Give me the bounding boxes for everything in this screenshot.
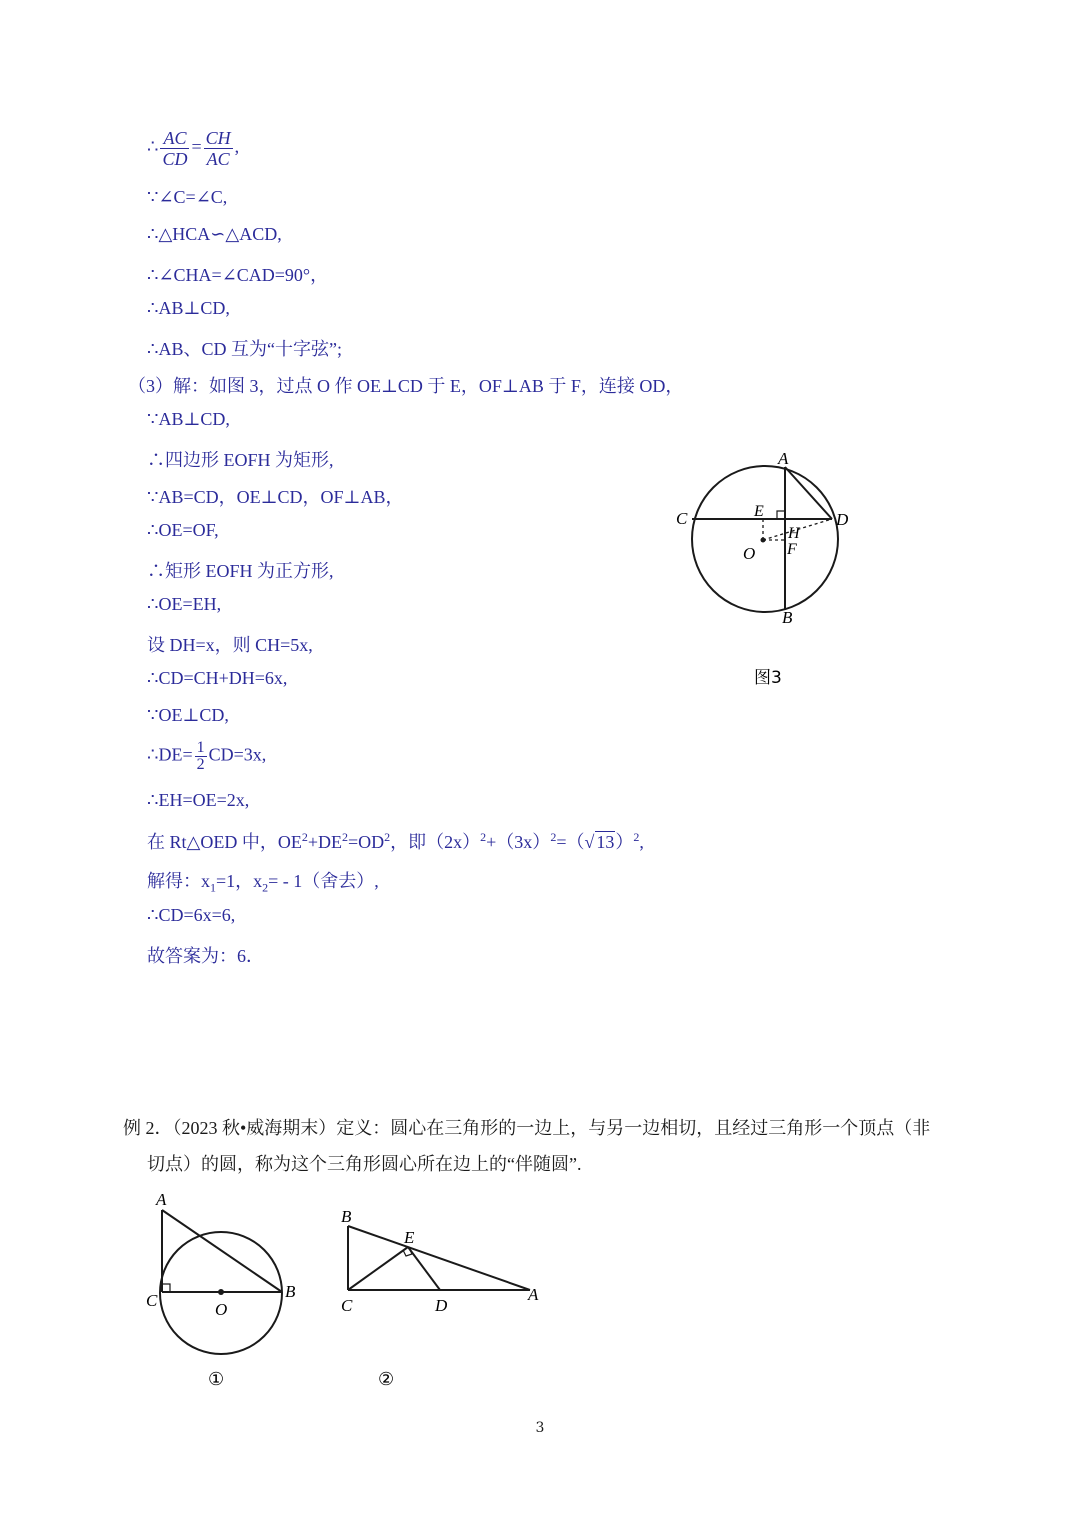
fraction-numerator: AC (160, 128, 189, 149)
text-segment: +（3x） (486, 832, 551, 852)
superscript: 2 (550, 830, 557, 844)
fraction-denominator: 2 (196, 756, 205, 773)
superscript: 2 (301, 830, 308, 844)
label-d: D (435, 1296, 448, 1315)
equation-line-19 (147, 828, 644, 854)
comma: , (234, 136, 240, 157)
figure-2-diagram (330, 1200, 560, 1395)
label-b: B (782, 608, 793, 627)
equation-line-5: ∴AB⊥CD, (147, 298, 230, 318)
equation-line-6: ∴AB、CD 互为“十字弦”; (147, 339, 342, 359)
figure-1-caption: ① (208, 1369, 225, 1389)
text-segment: ∴DE= (147, 744, 193, 765)
equation-line-1 (147, 128, 239, 169)
label-b: B (341, 1207, 352, 1226)
example-2-line-2: 切点）的圆，称为这个三角形圆心所在边上的“伴随圆”. (147, 1154, 582, 1174)
text-segment: 解得：x (147, 871, 210, 891)
equation-line-13: ∴OE=EH, (147, 594, 222, 614)
text-segment: =1，x (216, 871, 263, 891)
radicand: 13 (596, 832, 615, 852)
figure-2-caption: ② (378, 1369, 395, 1389)
label-a: A (156, 1190, 167, 1209)
label-a: A (528, 1285, 539, 1304)
equation-line-4: ∴∠CHA=∠CAD=90°， (147, 265, 329, 285)
equation-line-10: ∵AB=CD，OE⊥CD，OF⊥AB， (147, 487, 404, 507)
text-segment: 在 Rt△OED 中，OE (147, 832, 302, 852)
center-point (218, 1289, 224, 1295)
therefore-symbol: ∴ (147, 136, 159, 157)
fraction-denominator: CD (162, 149, 188, 169)
equation-line-21: ∴CD=6x=6, (147, 905, 236, 925)
center-point (761, 538, 766, 543)
text-segment: =OD (348, 832, 385, 852)
fraction-denominator: AC (206, 149, 230, 169)
label-o: O (215, 1300, 228, 1319)
figure-3-caption: 图3 (754, 668, 782, 688)
figure-1-diagram (140, 1185, 330, 1395)
label-b: B (285, 1282, 296, 1301)
equation-line-18: ∴EH=OE=2x, (147, 790, 250, 810)
equation-line-17 (147, 740, 266, 773)
equation-line-9: ∴四边形 EOFH 为矩形, (147, 450, 334, 470)
page-number: 3 (535, 1420, 545, 1436)
fraction-numerator: CH (205, 128, 231, 148)
equals-sign: = (191, 136, 202, 157)
superscript: 2 (384, 830, 391, 844)
equation-line-2: ∵∠C=∠C, (147, 187, 228, 207)
subscript: 1 (210, 880, 216, 895)
fraction-numerator: 1 (196, 739, 205, 756)
equation-line-14: 设 DH=x，则 CH=5x, (147, 635, 313, 655)
example-2-text (123, 1110, 983, 1182)
label-d: D (836, 510, 849, 529)
example-2-line-1: 例 2．（2023 秋•威海期末）定义：圆心在三角形的一边上，与另一边相切，且经过三角形一个顶点（非 (123, 1118, 931, 1138)
side-ba (348, 1226, 530, 1290)
equation-line-20 (147, 867, 379, 896)
superscript: 2 (342, 830, 348, 844)
text-segment: =（√ (556, 832, 595, 852)
subscript: 2 (262, 880, 269, 895)
equation-line-16: ∵OE⊥CD, (147, 705, 229, 725)
label-e: E (404, 1228, 415, 1247)
equation-line-3: ∴△HCA∽△ACD, (147, 224, 282, 244)
text-segment: = - 1（舍去）, (268, 871, 379, 891)
label-c: C (341, 1296, 353, 1315)
text-segment: ） (615, 832, 634, 852)
label-o: O (743, 544, 756, 563)
equation-line-12: ∴矩形 EOFH 为正方形, (147, 561, 334, 581)
text-segment: +DE (307, 832, 342, 852)
fraction-ac-cd (160, 128, 189, 169)
right-angle-mark (777, 511, 785, 519)
segment-ce (348, 1247, 408, 1290)
segment-ad (785, 467, 832, 519)
equation-line-7: （3）解：如图 3，过点 O 作 OE⊥CD 于 E，OF⊥AB 于 F，连接 OD， (128, 376, 684, 396)
equation-line-22: 故答案为：6． (147, 946, 264, 966)
text-segment: , (639, 832, 644, 852)
text-segment: CD=3x, (208, 744, 267, 765)
superscript: 2 (633, 830, 640, 844)
label-c: C (146, 1291, 158, 1310)
equation-line-8: ∵AB⊥CD, (147, 409, 230, 429)
superscript: 2 (480, 830, 487, 844)
label-c: C (676, 509, 688, 528)
label-e: E (754, 503, 764, 520)
right-angle-mark (162, 1284, 170, 1292)
label-h: H (788, 525, 800, 542)
equation-line-15: ∴CD=CH+DH=6x, (147, 668, 288, 688)
figure-3-diagram (670, 440, 870, 700)
fraction-one-half (195, 740, 207, 773)
label-f: F (787, 541, 797, 558)
text-segment: ，即（2x） (390, 832, 481, 852)
equation-line-11: ∴OE=OF, (147, 520, 219, 540)
fraction-ch-ac (204, 128, 233, 169)
label-a: A (778, 449, 789, 468)
